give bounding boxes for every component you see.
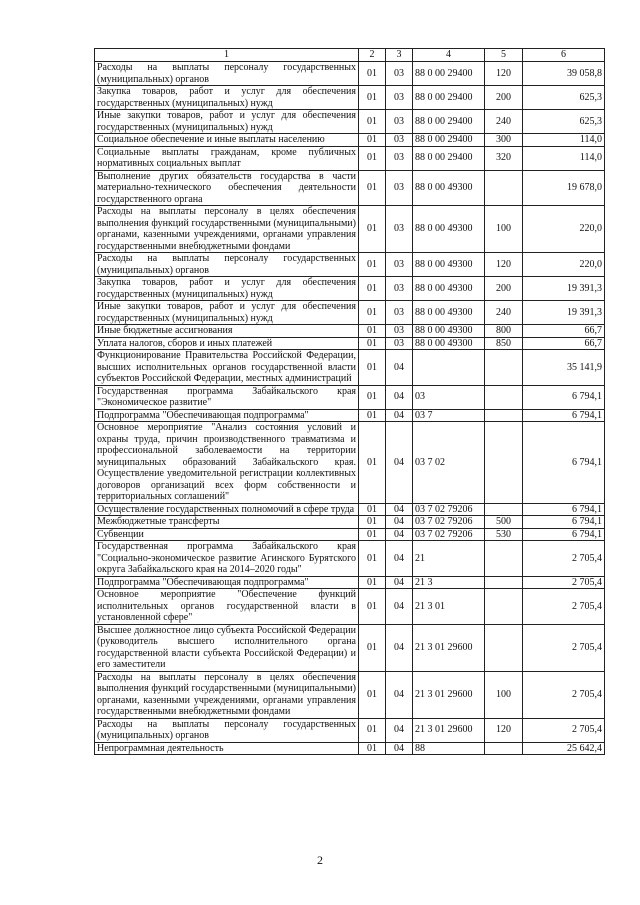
cell-subsection: 03 xyxy=(386,146,413,170)
cell-target-article: 88 0 00 29400 xyxy=(413,146,485,170)
cell-target-article: 03 xyxy=(413,385,485,409)
cell-section: 01 xyxy=(359,350,386,386)
table-row xyxy=(95,385,605,409)
cell-section: 01 xyxy=(359,742,386,755)
cell-expense-type: 120 xyxy=(485,62,523,86)
table-row xyxy=(95,589,605,625)
table-row xyxy=(95,516,605,529)
table-row xyxy=(95,134,605,147)
cell-description: Иные бюджетные ассигнования xyxy=(95,325,359,338)
cell-description: Высшее должностное лицо субъекта Российской Федерации (руководитель высшего исполнительного органа государственной власти субъекта Российской Федерации) и его заместители xyxy=(95,624,359,671)
cell-amount: 2 705,4 xyxy=(523,541,605,577)
table-row xyxy=(95,350,605,386)
cell-section: 01 xyxy=(359,301,386,325)
cell-description: Уплата налогов, сборов и иных платежей xyxy=(95,337,359,350)
cell-section: 01 xyxy=(359,589,386,625)
cell-description: Закупка товаров, работ и услуг для обеспечения государственных (муниципальных) нужд xyxy=(95,277,359,301)
cell-subsection: 04 xyxy=(386,624,413,671)
cell-subsection: 04 xyxy=(386,589,413,625)
table-row xyxy=(95,503,605,516)
cell-expense-type: 240 xyxy=(485,110,523,134)
table-row xyxy=(95,146,605,170)
cell-description: Иные закупки товаров, работ и услуг для обеспечения государственных (муниципальных) нужд xyxy=(95,110,359,134)
cell-target-article: 88 0 00 49300 xyxy=(413,206,485,253)
cell-amount: 6 794,1 xyxy=(523,422,605,504)
cell-target-article: 03 7 02 xyxy=(413,422,485,504)
cell-expense-type xyxy=(485,503,523,516)
cell-expense-type: 200 xyxy=(485,277,523,301)
cell-amount: 625,3 xyxy=(523,110,605,134)
cell-section: 01 xyxy=(359,576,386,589)
cell-amount: 2 705,4 xyxy=(523,589,605,625)
table-row xyxy=(95,422,605,504)
cell-section: 01 xyxy=(359,528,386,541)
cell-description: Расходы на выплаты персоналу государственных (муниципальных) органов xyxy=(95,62,359,86)
cell-amount: 25 642,4 xyxy=(523,742,605,755)
cell-amount: 6 794,1 xyxy=(523,503,605,516)
cell-section: 01 xyxy=(359,206,386,253)
cell-section: 01 xyxy=(359,170,386,206)
table-row xyxy=(95,253,605,277)
cell-amount: 220,0 xyxy=(523,253,605,277)
cell-subsection: 03 xyxy=(386,206,413,253)
cell-description: Расходы на выплаты персоналу в целях обеспечения выполнения функций государственными (муниципальными) органами, казенными учреждениями, органами управления государственными внебюджетными фондами xyxy=(95,671,359,718)
cell-description: Основное мероприятие "Анализ состояния условий и охраны труда, причин производственного травматизма и профессиональной заболеваемости на территории муниципальных образований Забайкальского края. Осуществление уведомительной регистрации коллективных договоров организаций всех форм собственности и территориальных соглашений" xyxy=(95,422,359,504)
table-row xyxy=(95,301,605,325)
cell-section: 01 xyxy=(359,516,386,529)
cell-target-article: 21 3 01 29600 xyxy=(413,671,485,718)
cell-subsection: 04 xyxy=(386,671,413,718)
cell-subsection: 03 xyxy=(386,110,413,134)
cell-subsection: 04 xyxy=(386,718,413,742)
cell-amount: 2 705,4 xyxy=(523,718,605,742)
cell-section: 01 xyxy=(359,718,386,742)
cell-amount: 39 058,8 xyxy=(523,62,605,86)
cell-expense-type xyxy=(485,624,523,671)
cell-description: Расходы на выплаты персоналу в целях обеспечения выполнения функций государственными (муниципальными) органами, казенными учреждениями, органами управления государственными внебюджетными фондами xyxy=(95,206,359,253)
cell-target-article: 88 xyxy=(413,742,485,755)
cell-amount: 66,7 xyxy=(523,325,605,338)
cell-subsection: 03 xyxy=(386,277,413,301)
cell-section: 01 xyxy=(359,86,386,110)
cell-target-article: 88 0 00 49300 xyxy=(413,301,485,325)
cell-description: Государственная программа Забайкальского края "Социально-экономическое развитие Агинского Бурятского округа Забайкальского края на 2014–2020 годы" xyxy=(95,541,359,577)
cell-section: 01 xyxy=(359,325,386,338)
cell-expense-type xyxy=(485,541,523,577)
cell-amount: 6 794,1 xyxy=(523,409,605,422)
cell-section: 01 xyxy=(359,146,386,170)
cell-section: 01 xyxy=(359,134,386,147)
cell-section: 01 xyxy=(359,385,386,409)
cell-target-article: 88 0 00 49300 xyxy=(413,170,485,206)
cell-subsection: 04 xyxy=(386,541,413,577)
table-row xyxy=(95,62,605,86)
cell-subsection: 04 xyxy=(386,409,413,422)
cell-subsection: 04 xyxy=(386,576,413,589)
cell-target-article: 03 7 02 79206 xyxy=(413,528,485,541)
column-header-4: 4 xyxy=(413,49,485,62)
cell-target-article: 21 3 xyxy=(413,576,485,589)
cell-section: 01 xyxy=(359,337,386,350)
cell-subsection: 03 xyxy=(386,134,413,147)
table-row xyxy=(95,742,605,755)
cell-description: Расходы на выплаты персоналу государственных (муниципальных) органов xyxy=(95,718,359,742)
cell-expense-type xyxy=(485,409,523,422)
cell-expense-type: 500 xyxy=(485,516,523,529)
table-row xyxy=(95,325,605,338)
cell-section: 01 xyxy=(359,253,386,277)
cell-section: 01 xyxy=(359,422,386,504)
cell-amount: 625,3 xyxy=(523,86,605,110)
column-header-5: 5 xyxy=(485,49,523,62)
table-row xyxy=(95,110,605,134)
cell-amount: 19 391,3 xyxy=(523,301,605,325)
cell-expense-type xyxy=(485,742,523,755)
table-row xyxy=(95,671,605,718)
cell-expense-type: 100 xyxy=(485,206,523,253)
cell-expense-type: 300 xyxy=(485,134,523,147)
column-header-3: 3 xyxy=(386,49,413,62)
cell-expense-type xyxy=(485,170,523,206)
cell-target-article: 03 7 02 79206 xyxy=(413,516,485,529)
cell-expense-type: 850 xyxy=(485,337,523,350)
cell-expense-type: 120 xyxy=(485,253,523,277)
cell-amount: 66,7 xyxy=(523,337,605,350)
cell-amount: 114,0 xyxy=(523,146,605,170)
cell-expense-type: 240 xyxy=(485,301,523,325)
cell-amount: 6 794,1 xyxy=(523,385,605,409)
table-row xyxy=(95,277,605,301)
cell-target-article: 03 7 xyxy=(413,409,485,422)
cell-amount: 35 141,9 xyxy=(523,350,605,386)
cell-amount: 19 678,0 xyxy=(523,170,605,206)
table-row xyxy=(95,528,605,541)
cell-target-article: 21 3 01 xyxy=(413,589,485,625)
table-row xyxy=(95,170,605,206)
cell-section: 01 xyxy=(359,671,386,718)
cell-subsection: 04 xyxy=(386,350,413,386)
cell-target-article: 21 3 01 29600 xyxy=(413,624,485,671)
cell-subsection: 04 xyxy=(386,422,413,504)
cell-expense-type: 100 xyxy=(485,671,523,718)
cell-target-article: 88 0 00 49300 xyxy=(413,325,485,338)
cell-description: Государственная программа Забайкальского края "Экономическое развитие" xyxy=(95,385,359,409)
cell-amount: 2 705,4 xyxy=(523,576,605,589)
page-number: 2 xyxy=(317,853,323,867)
cell-amount: 114,0 xyxy=(523,134,605,147)
table-row xyxy=(95,409,605,422)
cell-amount: 2 705,4 xyxy=(523,671,605,718)
cell-expense-type: 320 xyxy=(485,146,523,170)
cell-subsection: 03 xyxy=(386,86,413,110)
cell-expense-type xyxy=(485,576,523,589)
column-header-6: 6 xyxy=(523,49,605,62)
cell-subsection: 04 xyxy=(386,385,413,409)
cell-description: Выполнение других обязательств государства в части материально-технического обеспечения деятельности государственного органа xyxy=(95,170,359,206)
cell-target-article: 88 0 00 49300 xyxy=(413,253,485,277)
cell-section: 01 xyxy=(359,62,386,86)
table-row xyxy=(95,624,605,671)
cell-amount: 220,0 xyxy=(523,206,605,253)
cell-amount: 6 794,1 xyxy=(523,528,605,541)
cell-target-article xyxy=(413,350,485,386)
table-row xyxy=(95,576,605,589)
cell-description: Социальное обеспечение и иные выплаты населению xyxy=(95,134,359,147)
cell-target-article: 88 0 00 29400 xyxy=(413,62,485,86)
cell-description: Расходы на выплаты персоналу государственных (муниципальных) органов xyxy=(95,253,359,277)
cell-description: Социальные выплаты гражданам, кроме публичных нормативных социальных выплат xyxy=(95,146,359,170)
cell-description: Осуществление государственных полномочий в сфере труда xyxy=(95,503,359,516)
cell-subsection: 04 xyxy=(386,503,413,516)
cell-subsection: 04 xyxy=(386,516,413,529)
cell-description: Межбюджетные трансферты xyxy=(95,516,359,529)
cell-section: 01 xyxy=(359,541,386,577)
cell-subsection: 04 xyxy=(386,742,413,755)
cell-amount: 19 391,3 xyxy=(523,277,605,301)
cell-subsection: 03 xyxy=(386,253,413,277)
table-row xyxy=(95,206,605,253)
cell-section: 01 xyxy=(359,624,386,671)
cell-target-article: 03 7 02 79206 xyxy=(413,503,485,516)
cell-target-article: 88 0 00 49300 xyxy=(413,277,485,301)
cell-subsection: 03 xyxy=(386,170,413,206)
cell-target-article: 21 xyxy=(413,541,485,577)
cell-expense-type: 800 xyxy=(485,325,523,338)
cell-expense-type xyxy=(485,422,523,504)
table-row xyxy=(95,86,605,110)
cell-target-article: 88 0 00 29400 xyxy=(413,86,485,110)
cell-subsection: 03 xyxy=(386,301,413,325)
cell-amount: 2 705,4 xyxy=(523,624,605,671)
table-body xyxy=(95,62,605,755)
cell-description: Подпрограмма "Обеспечивающая подпрограмма" xyxy=(95,576,359,589)
cell-section: 01 xyxy=(359,110,386,134)
cell-target-article: 88 0 00 49300 xyxy=(413,337,485,350)
cell-expense-type: 120 xyxy=(485,718,523,742)
cell-subsection: 03 xyxy=(386,325,413,338)
table-header-row xyxy=(95,49,605,62)
cell-section: 01 xyxy=(359,503,386,516)
cell-section: 01 xyxy=(359,277,386,301)
cell-target-article: 88 0 00 29400 xyxy=(413,110,485,134)
cell-section: 01 xyxy=(359,409,386,422)
cell-description: Основное мероприятие "Обеспечение функций исполнительных органов государственной власти в установленной сфере" xyxy=(95,589,359,625)
table-row xyxy=(95,337,605,350)
cell-expense-type xyxy=(485,385,523,409)
cell-description: Субвенции xyxy=(95,528,359,541)
cell-expense-type: 200 xyxy=(485,86,523,110)
cell-amount: 6 794,1 xyxy=(523,516,605,529)
cell-description: Закупка товаров, работ и услуг для обеспечения государственных (муниципальных) нужд xyxy=(95,86,359,110)
cell-subsection: 03 xyxy=(386,337,413,350)
budget-table xyxy=(94,48,605,755)
cell-target-article: 21 3 01 29600 xyxy=(413,718,485,742)
table-row xyxy=(95,541,605,577)
cell-expense-type xyxy=(485,350,523,386)
cell-description: Иные закупки товаров, работ и услуг для обеспечения государственных (муниципальных) нужд xyxy=(95,301,359,325)
column-header-2: 2 xyxy=(359,49,386,62)
cell-description: Функционирование Правительства Российской Федерации, высших исполнительных органов государственной власти субъектов Российской Федерации, местных администраций xyxy=(95,350,359,386)
cell-expense-type xyxy=(485,589,523,625)
cell-subsection: 03 xyxy=(386,62,413,86)
column-header-1: 1 xyxy=(95,49,359,62)
cell-subsection: 04 xyxy=(386,528,413,541)
cell-target-article: 88 0 00 29400 xyxy=(413,134,485,147)
cell-expense-type: 530 xyxy=(485,528,523,541)
table-row xyxy=(95,718,605,742)
cell-description: Подпрограмма "Обеспечивающая подпрограмма" xyxy=(95,409,359,422)
cell-description: Непрограммная деятельность xyxy=(95,742,359,755)
